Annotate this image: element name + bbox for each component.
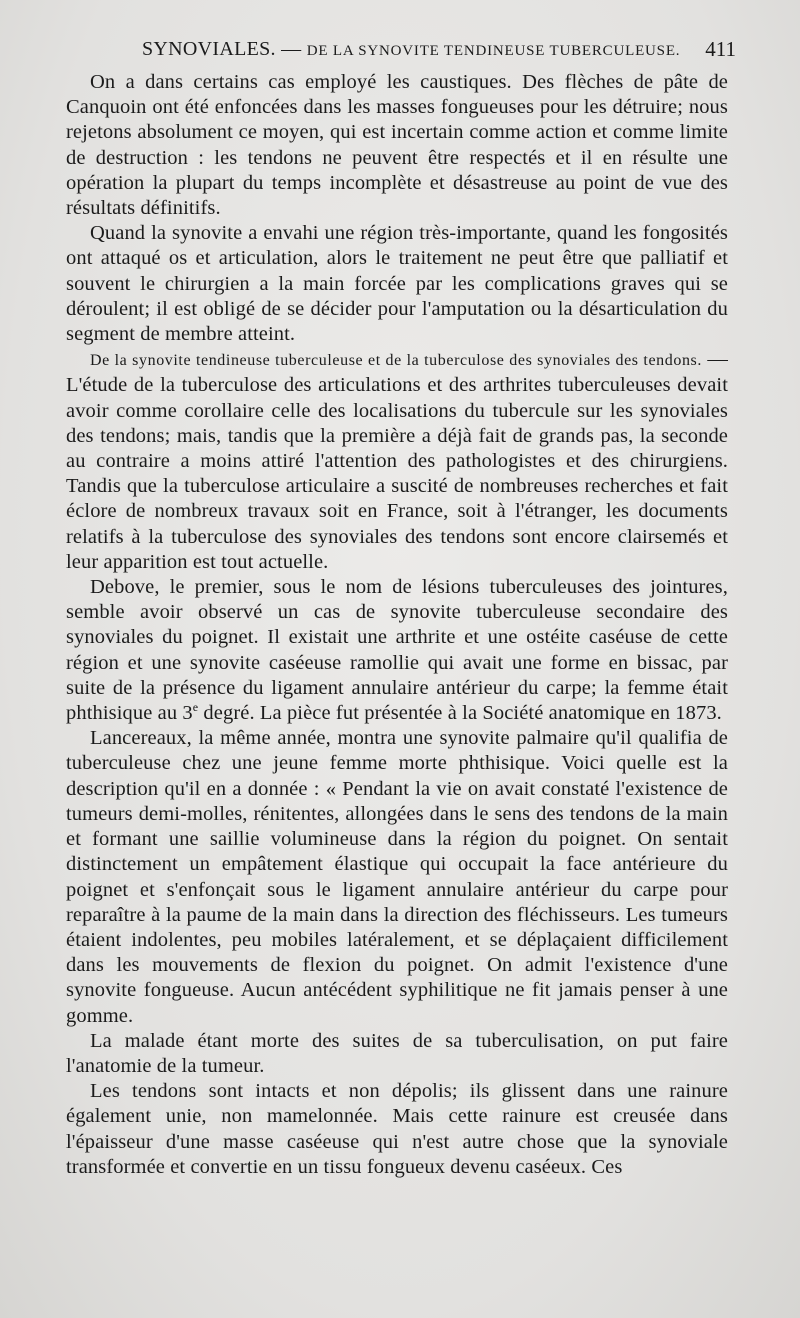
paragraph-section-tuberculose <box>66 347 728 575</box>
section-body: — L'étude de la tuberculose des articulations et des arthrites tuberculeuses devait avoir comme corollaire celle des localisations du tubercule sur les synoviales des tendons; mais, tandis que la première a déjà fait de grands pas, la seconde au contraire a moins attiré l'attention des pathologistes et des chirurgiens. Tandis que la tuberculose articulaire a suscité de nombreuses recherches et fait éclore de nombreux travaux soit en France, soit à l'étranger, les documents relatifs à la tuberculose des synoviales des tendons sont encore clairsemés et leur apparition est tout actuelle. <box>66 348 728 573</box>
debove-text-start: Debove, le premier, sous le nom de lésions tuberculeuses des jointures, semble avoir observé un cas de synovite tuberculeuse secondaire des synoviales du poignet. Il existait une arthrite et une ostéite caséuse de cette région et une synovite caséeuse ramollie qui avait une forme en bissac, par suite de la présence du ligament annulaire antérieur du carpe; la femme était phthisique au 3 <box>66 576 728 725</box>
running-head-title <box>142 34 680 66</box>
body-text <box>66 70 728 1180</box>
running-head <box>66 34 736 64</box>
degree-superscript: e <box>192 700 199 715</box>
paragraph-debove <box>66 575 728 726</box>
paragraph-lancereaux: Lancereaux, la même année, montra une synovite palmaire qu'il qualifia de tuberculeuse chez une jeune femme morte phthisique. Voici quelle est la description qu'il en a donnée : « Pendant la vie on avait constaté l'existence de tumeurs demi-molles, rénitentes, allongées dans le sens des tendons de la main et formant une saillie volumineuse dans la région du poignet. On sentait distinctement un empâtement élastique qui occupait la face antérieure du poignet et s'enfonçait sous le ligament annulaire antérieur du carpe pour reparaître à la paume de la main dans la direction des fléchisseurs. Les tumeurs étaient indolentes, peu mobiles latéralement, et se déplaçaient difficilement dans les mouvements de flexion du poignet. On admit l'existence d'une synovite fongueuse. Aucun antécédent syphilitique ne fit jamais penser à une gomme. <box>66 727 728 1027</box>
paragraph-synovite-region: Quand la synovite a envahi une région très-importante, quand les fongosités ont attaqué os et articulation, alors le traitement ne peut être que palliatif et souvent le chirurgien a la main forcée par les complications graves qui se déroulent; il est obligé de se décider pour l'amputation ou la désarticulation du segment de membre atteint. <box>66 222 728 346</box>
paragraph-malade: La malade étant morte des suites de sa tuberculisation, on put faire l'anatomie de la tumeur. <box>66 1029 728 1077</box>
debove-text-end: degré. La pièce fut présentée à la Société anatomique en 1873. <box>198 702 722 725</box>
page-number: 411 <box>705 37 736 61</box>
paragraph-caustiques: On a dans certains cas employé les caustiques. Des flèches de pâte de Canquoin ont été enfoncées dans les masses fongueuses pour les détruire; nous rejetons absolument ce moyen, qui est incertain comme action et comme limite de destruction : les tendons ne peuvent être respectés et il en résulte une opération la plupart du temps incomplète et désastreuse au point de vue des résultats définitifs. <box>66 71 728 220</box>
running-head-title-small: DE LA SYNOVITE TENDINEUSE TUBERCULEUSE. <box>306 43 681 59</box>
paragraph-tendons: Les tendons sont intacts et non dépolis; ils glissent dans une rainure également unie, non mamelonnée. Mais cette rainure est creusée dans l'épaisseur d'une masse caséeuse qui n'est autre chose que la synoviale transformée et convertie en un tissu fongueux devenu caséeux. Ces <box>66 1080 728 1178</box>
section-heading: De la synovite tendineuse tuberculeuse et de la tuberculose des synoviales des tendons. <box>90 352 702 370</box>
running-head-title-main: SYNOVIALES. — <box>142 38 302 60</box>
